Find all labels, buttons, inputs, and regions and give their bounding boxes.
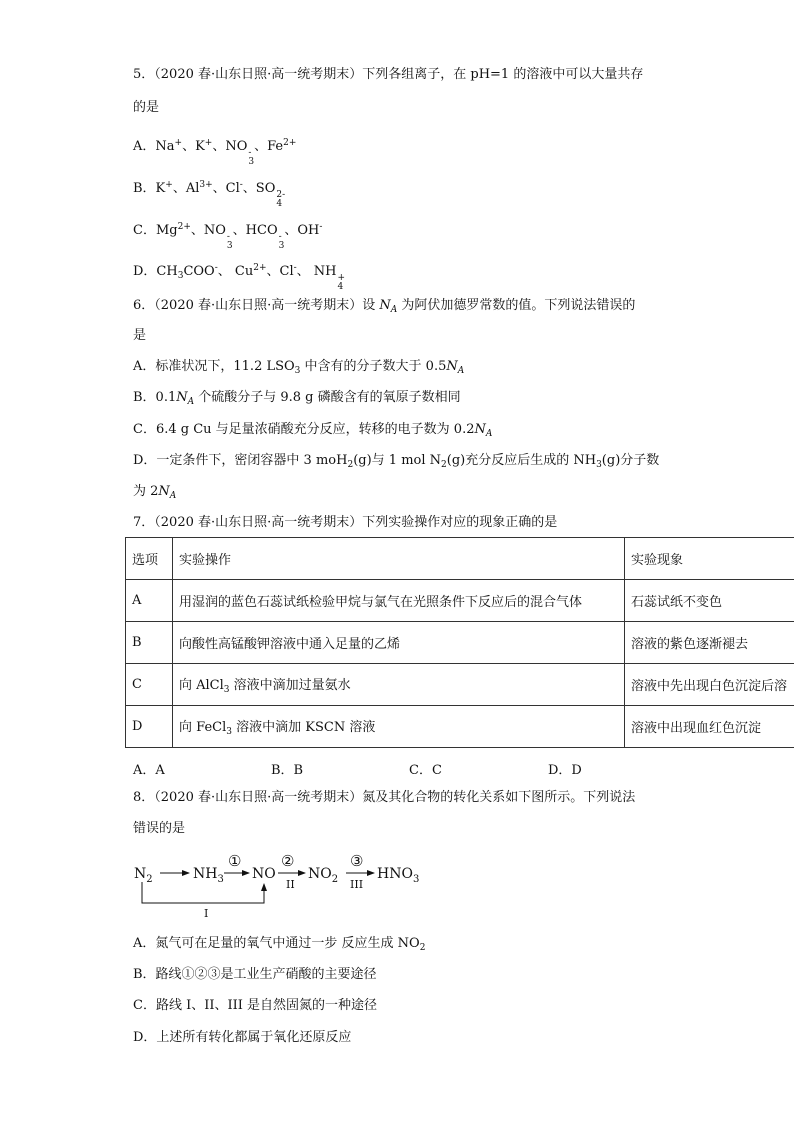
text: 、NO bbox=[190, 223, 226, 238]
charge: - bbox=[214, 263, 218, 273]
text: C．6.4 g Cu 与足量浓硝酸充分反应，转移的电子数为 0.2 bbox=[133, 422, 475, 437]
text: 、 Cu bbox=[217, 264, 254, 279]
row-operation: 用湿润的蓝色石蕊试纸检验甲烷与氯气在光照条件下反应后的混合气体 bbox=[173, 580, 625, 622]
ion-stack: 2- 4 bbox=[276, 190, 286, 209]
q8-stem-line2: 错误的是 bbox=[133, 821, 186, 836]
ion-stack: - 3 bbox=[278, 232, 285, 251]
charge: + bbox=[204, 138, 213, 148]
route-label-2: ② bbox=[281, 852, 295, 870]
row-option: C bbox=[126, 664, 173, 706]
q6-option-d-line2: 为 $2N_A$ bbox=[133, 484, 177, 501]
q7-choice-d[interactable]: D．D bbox=[548, 763, 582, 778]
text: 、SO bbox=[242, 181, 276, 196]
q6-option-a[interactable]: A．标准状况下，11.2 $LSO_3$ 中含有的分子数大于 $0.5N_A$ bbox=[133, 359, 465, 376]
row-observation: 石蕊试纸不变色 bbox=[625, 580, 794, 622]
header-operation: 实验操作 bbox=[173, 538, 625, 580]
charge: - bbox=[239, 180, 243, 190]
charge: 2+ bbox=[283, 138, 297, 148]
q8-option-c[interactable]: C．路线 I、II、III 是自然固氮的一种途径 bbox=[133, 998, 378, 1013]
text: 、Cl bbox=[212, 181, 240, 196]
row-observation: 溶液中出现血红色沉淀 bbox=[625, 706, 794, 748]
text: 、Fe bbox=[254, 139, 284, 154]
q7-choice-c[interactable]: C．C bbox=[409, 763, 442, 778]
q5-stem-line1: 5．（2020 春·山东日照·高一统考期末）下列各组离子，在 pH=1 的溶液中可以大量共存 bbox=[133, 67, 644, 82]
text: D．CH bbox=[133, 264, 178, 279]
text: 个硫酸分子与 9.8 g 磷酸含有的氧原子数相同 bbox=[194, 390, 461, 405]
table-row bbox=[126, 706, 794, 748]
text: COO bbox=[183, 264, 215, 279]
text: 、Al bbox=[172, 181, 200, 196]
ion-stack: - 3 bbox=[226, 232, 233, 251]
row-operation: 向 AlCl$_3$ 溶液中滴加过量氨水 bbox=[173, 664, 625, 706]
row-observation: 溶液中先出现白色沉淀后溶 bbox=[625, 664, 794, 706]
species-n2: $N_2$ bbox=[134, 866, 153, 885]
text: A．氮气可在足量的氧气中通过一步 反应生成 NO bbox=[133, 936, 420, 951]
table-row bbox=[126, 622, 794, 664]
q7-choice-b[interactable]: B．B bbox=[271, 763, 304, 778]
ion-stack: - 3 bbox=[248, 148, 255, 167]
q6-option-b[interactable]: B．$0.1N_A$ 个硫酸分子与 9.8 g 磷酸含有的氧原子数相同 bbox=[133, 390, 461, 407]
q7-choice-a[interactable]: A．A bbox=[133, 763, 165, 778]
subscript: 3 bbox=[177, 271, 184, 281]
text: 、HCO bbox=[232, 223, 278, 238]
row-option: A bbox=[126, 580, 173, 622]
header-observation: 实验现象 bbox=[625, 538, 794, 580]
q6-option-c[interactable]: C．6.4 g Cu 与足量浓硝酸充分反应，转移的电子数为 $0.2N_A$ bbox=[133, 422, 493, 439]
species-no: NO bbox=[252, 866, 276, 882]
species-hno3: $HNO_3$ bbox=[377, 866, 420, 885]
text: A．标准状况下，11.2 LSO bbox=[133, 359, 295, 374]
text: 、NO bbox=[212, 139, 248, 154]
route-label-ii: II bbox=[286, 878, 295, 891]
text: 为 2 bbox=[133, 484, 159, 499]
q6-option-d-line1[interactable]: D．一定条件下，密闭容器中 3 moH$_2$(g)与 1 mol $N_2(g)$充分反应后生成的 $NH_3(g)$分子数 bbox=[133, 453, 660, 470]
species-no2: $NO_2$ bbox=[308, 866, 339, 885]
q8-option-a[interactable]: A．氮气可在足量的氧气中通过一步 反应生成 $NO_2$ bbox=[133, 936, 426, 953]
route-label-iii: III bbox=[350, 878, 364, 891]
q5-option-d[interactable] bbox=[133, 259, 345, 292]
route-label-i: I bbox=[204, 907, 209, 920]
header-option: 选项 bbox=[126, 538, 173, 580]
species-nh3: $NH_3$ bbox=[193, 866, 224, 885]
text: 为阿伏加德罗常数的值。下列说法错误的 bbox=[397, 298, 636, 313]
text: 、OH bbox=[284, 223, 320, 238]
q6-stem-line1: 6．（2020 春·山东日照·高一统考期末）设 $N_A$ 为阿伏加德罗常数的值。下列说法错误的 bbox=[133, 298, 636, 315]
ion-stack: + 4 bbox=[337, 273, 346, 292]
table-header-row bbox=[126, 538, 794, 580]
table-row bbox=[126, 580, 794, 622]
q7-table bbox=[125, 537, 794, 748]
q8-option-b[interactable]: B．路线①②③是工业生产硝酸的主要途径 bbox=[133, 967, 377, 982]
text: 6．（2020 春·山东日照·高一统考期末）设 bbox=[133, 298, 380, 313]
charge: 2+ bbox=[177, 222, 191, 232]
na-symbol: N bbox=[379, 298, 391, 313]
charge: + bbox=[174, 138, 183, 148]
q6-stem-line2: 是 bbox=[133, 328, 147, 343]
table-row bbox=[126, 664, 794, 706]
text: A．Na bbox=[133, 139, 175, 154]
q5-option-b[interactable] bbox=[133, 176, 285, 209]
text: (g)与 1 mol N bbox=[353, 453, 442, 468]
route-label-3: ③ bbox=[350, 852, 364, 870]
q5-stem-line2: 的是 bbox=[133, 100, 160, 115]
text: (g)分子数 bbox=[601, 453, 660, 468]
arrow-route-i bbox=[142, 882, 264, 903]
charge: + bbox=[165, 180, 173, 190]
q5-option-c[interactable] bbox=[133, 218, 322, 251]
row-operation: 向酸性高锰酸钾溶液中通入足量的乙烯 bbox=[173, 622, 625, 664]
text: 、Cl bbox=[266, 264, 294, 279]
row-option: B bbox=[126, 622, 173, 664]
charge: 2+ bbox=[253, 263, 267, 273]
charge: 3+ bbox=[199, 180, 213, 190]
text: 、 NH bbox=[296, 264, 337, 279]
q8-stem-line1: 8．（2020 春·山东日照·高一统考期末）氮及其化合物的转化关系如下图所示。下列说法 bbox=[133, 790, 636, 805]
row-option: D bbox=[126, 706, 173, 748]
q8-option-d[interactable]: D．上述所有转化都属于氧化还原反应 bbox=[133, 1030, 352, 1045]
nitrogen-conversion-diagram bbox=[128, 848, 428, 920]
text: 中含有的分子数大于 0.5 bbox=[300, 359, 447, 374]
text: 、K bbox=[182, 139, 205, 154]
text: B．0.1 bbox=[133, 390, 177, 405]
row-observation: 溶液的紫色逐渐褪去 bbox=[625, 622, 794, 664]
text: C．Mg bbox=[133, 223, 178, 238]
text: D．一定条件下，密闭容器中 3 moH bbox=[133, 453, 348, 468]
q5-option-a[interactable] bbox=[133, 134, 296, 167]
text: (g)充分反应后生成的 NH bbox=[446, 453, 597, 468]
route-label-1: ① bbox=[228, 852, 242, 870]
text: B．K bbox=[133, 181, 166, 196]
q7-stem: 7．（2020 春·山东日照·高一统考期末）下列实验操作对应的现象正确的是 bbox=[133, 515, 558, 530]
row-operation: 向 FeCl$_3$ 溶液中滴加 KSCN 溶液 bbox=[173, 706, 625, 748]
charge: - bbox=[293, 263, 297, 273]
charge: - bbox=[319, 222, 323, 232]
